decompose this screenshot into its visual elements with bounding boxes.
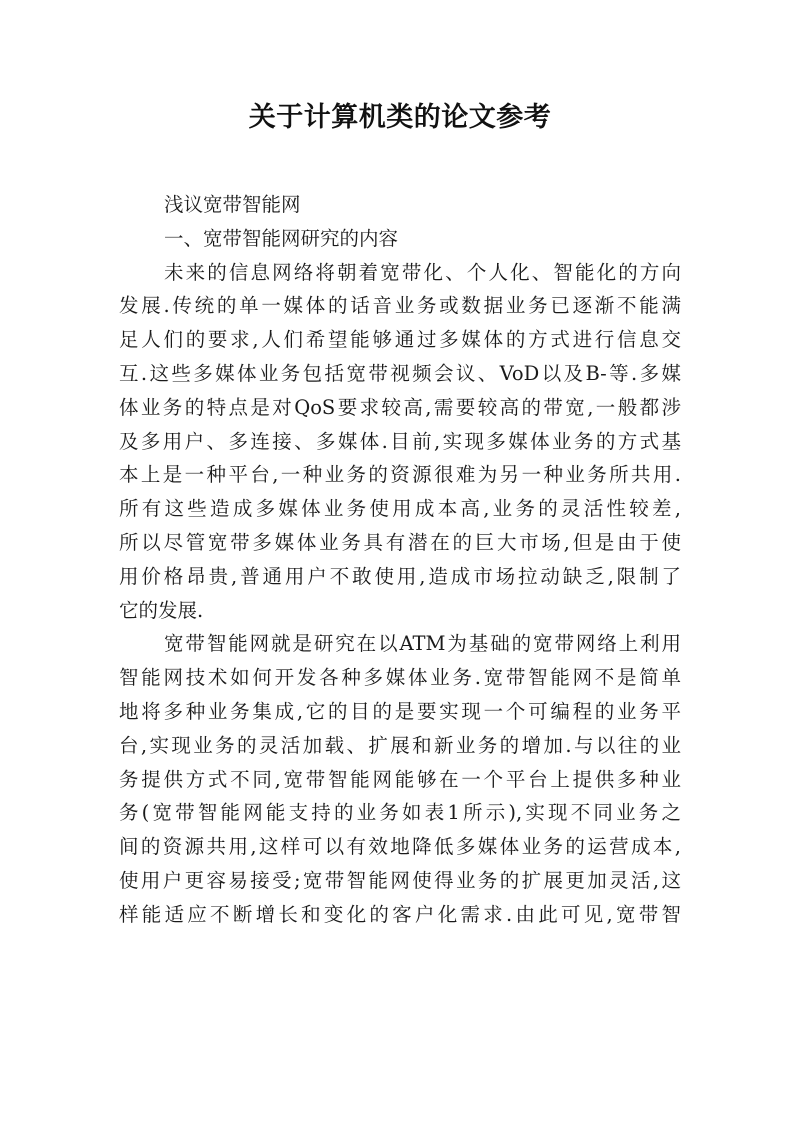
text-line: 所以尽管宽带多媒体业务具有潜在的巨大市场,但是由于使 (119, 530, 681, 554)
text-line: 未来的信息网络将朝着宽带化、个人化、智能化的方向 (164, 260, 681, 284)
text-line: 它的发展. (119, 598, 204, 622)
text-line: 体业务的特点是对QoS要求较高,需要较高的带宽,一般都涉 (119, 395, 681, 419)
text-line: 务提供方式不同,宽带智能网能够在一个平台上提供多种业 (119, 767, 681, 791)
text-line: 发展.传统的单一媒体的话音业务或数据业务已逐渐不能满 (119, 294, 681, 318)
text-line: 使用户更容易接受;宽带智能网使得业务的扩展更加灵活,这 (119, 868, 681, 892)
text-line: 一、宽带智能网研究的内容 (164, 226, 399, 250)
text-line: 台,实现业务的灵活加载、扩展和新业务的增加.与以往的业 (119, 733, 681, 757)
document-body (119, 188, 681, 932)
text-line: 务(宽带智能网能支持的业务如表1所示),实现不同业务之 (119, 801, 681, 825)
text-line: 本上是一种平台,一种业务的资源很难为另一种业务所共用. (119, 463, 681, 487)
text-line: 足人们的要求,人们希望能够通过多媒体的方式进行信息交 (119, 328, 681, 352)
text-line: 间的资源共用,这样可以有效地降低多媒体业务的运营成本, (119, 835, 681, 859)
text-line: 浅议宽带智能网 (164, 193, 301, 216)
text-line: 及多用户、多连接、多媒体.目前,实现多媒体业务的方式基 (119, 429, 681, 453)
text-line: 互.这些多媒体业务包括宽带视频会议、VoD以及B-等.多媒 (119, 361, 681, 385)
document-title: 关于计算机类的论文参考 (248, 102, 552, 133)
text-line: 用价格昂贵,普通用户不敢使用,造成市场拉动缺乏,限制了 (119, 564, 681, 588)
text-line: 智能网技术如何开发各种多媒体业务.宽带智能网不是简单 (119, 666, 681, 690)
text-line: 地将多种业务集成,它的目的是要实现一个可编程的业务平 (119, 699, 681, 723)
text-line: 宽带智能网就是研究在以ATM为基础的宽带网络上利用 (164, 632, 681, 656)
text-line: 所有这些造成多媒体业务使用成本高,业务的灵活性较差, (119, 497, 681, 521)
text-line: 样能适应不断增长和变化的客户化需求.由此可见,宽带智 (119, 902, 681, 926)
